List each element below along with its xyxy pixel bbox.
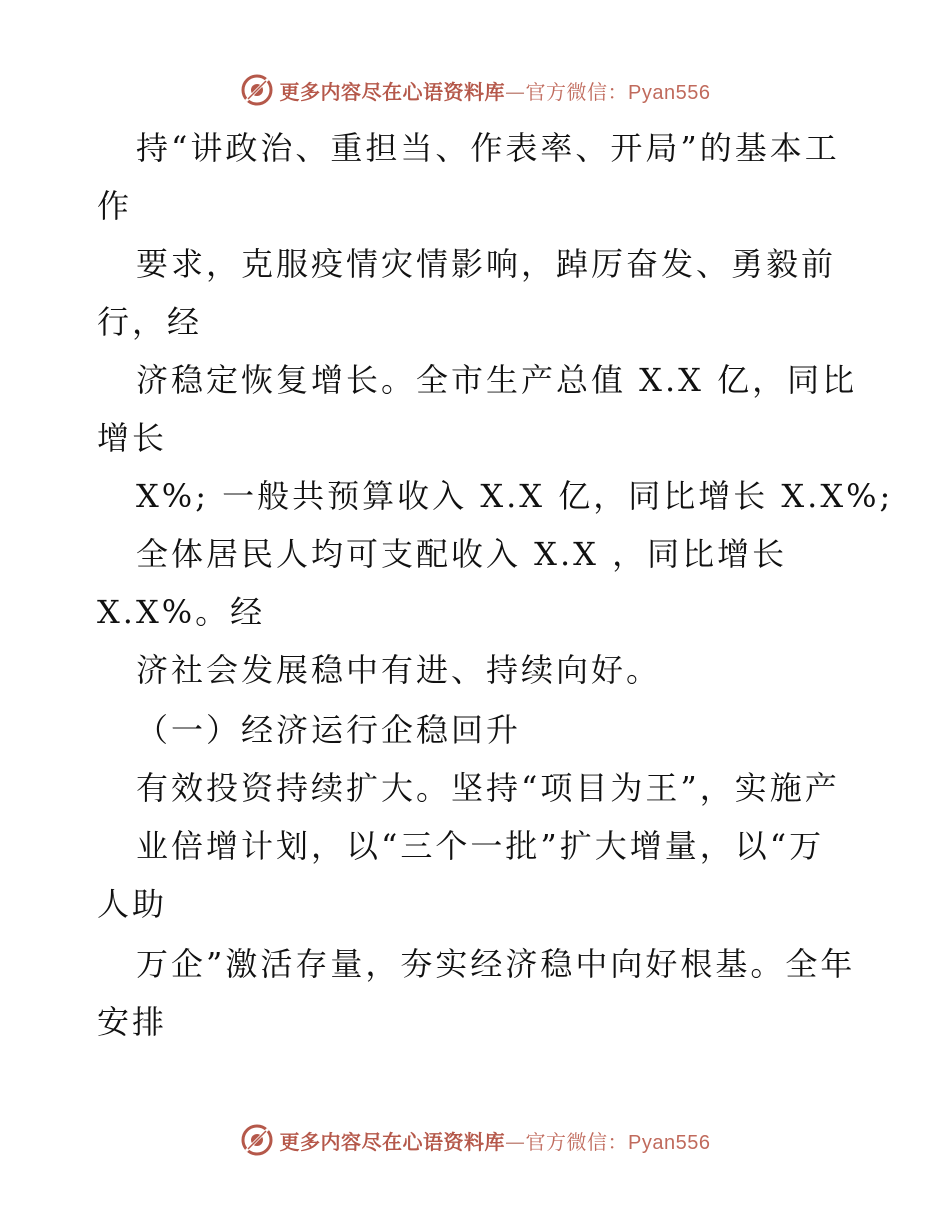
text-line: X%; 一般共预算收入 X.X 亿，同比增长 X.X%; [136,477,894,515]
watermark-wechat: Pyan556 [628,81,711,104]
text-line: 安排 [97,1003,168,1041]
section-heading: （一）经济运行企稳回升 [136,711,522,749]
text-line: 全体居民人均可支配收入 X.X ，同比增长 [136,535,788,573]
watermark-title: 更多内容尽在心语资料库 [279,79,506,104]
header-watermark [0,70,950,110]
text-line: 人助 [97,885,168,923]
watermark-dash: — [505,1129,526,1154]
text-line: X.X%。经 [97,593,266,631]
text-line: 增长 [97,419,168,457]
text-line: 要求，克服疫情灾情影响，踔厉奋发、勇毅前 [136,245,837,283]
watermark-dash: — [505,79,526,104]
quill-logo-icon [240,73,274,107]
watermark-title: 更多内容尽在心语资料库 [279,1129,506,1154]
text-line: 行，经 [97,303,203,341]
text-line: 济社会发展稳中有进、持续向好。 [136,651,662,689]
text-line: 济稳定恢复增长。全市生产总值 X.X 亿，同比 [136,361,858,399]
text-line: 作 [97,187,133,225]
text-line: 持“讲政治、重担当、作表率、开局”的基本工 [136,129,840,167]
watermark-wechat: Pyan556 [628,1131,711,1154]
text-line: 有效投资持续扩大。坚持“项目为王”，实施产 [136,769,840,807]
watermark-official: 官方微信： [525,1129,629,1154]
quill-logo-icon [240,1123,274,1157]
text-line: 万企”激活存量，夯实经济稳中向好根基。全年 [136,945,856,983]
text-line: 业倍增计划，以“三个一批”扩大增量，以“万 [136,827,825,865]
watermark-official: 官方微信： [525,79,629,104]
footer-watermark [0,1120,950,1160]
